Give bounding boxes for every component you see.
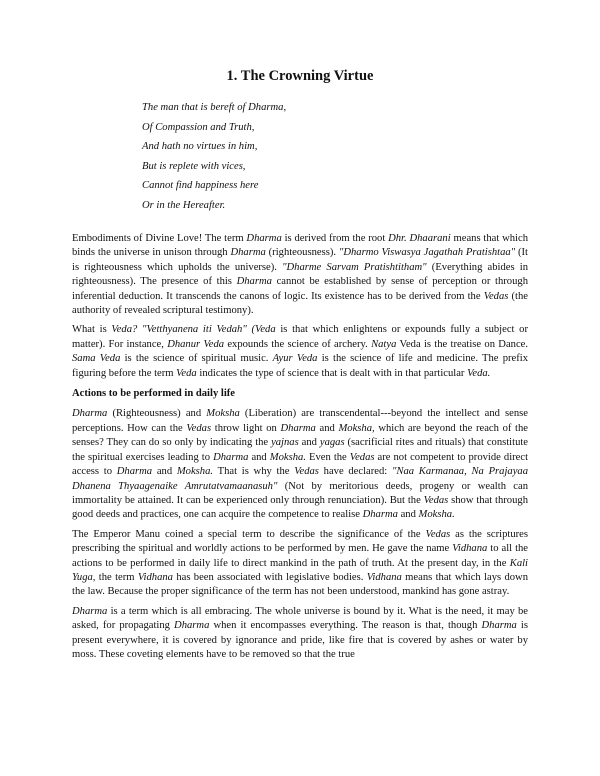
text-run: means that which lays down the law. Because the proper significance of the term has not been understood, mankind has gone astray. [72, 571, 528, 598]
text-run: have declared: [318, 466, 392, 478]
text-run: (righteousness). [265, 247, 339, 259]
text-run: (sacrificial rites and rituals) that constitute the spiritual exercises leading to [72, 437, 529, 463]
italic-term: Dharma [174, 620, 210, 632]
text-run: is the science of spiritual music. [120, 353, 273, 365]
paragraph-all-embracing [72, 605, 528, 663]
italic-term: Vedas [294, 466, 319, 478]
italic-term: Moksha. [269, 451, 306, 463]
italic-term: Veda [176, 367, 197, 379]
text-run: is derived from the root [281, 233, 389, 244]
verse-line: Of Compassion and Truth, [142, 121, 255, 133]
verse-line: But is replete with vices, [142, 160, 246, 172]
text-run: expounds the science of archery. [224, 338, 372, 350]
italic-term: Dharma [362, 509, 398, 521]
text-run: is that which enlightens or expounds fully a subject or matter). For instance, [72, 324, 528, 350]
italic-term: Vedas [186, 422, 212, 434]
body-text [72, 232, 528, 667]
text-run: as the scriptures prescribing the spiritual and worldly actions to be performed by men. He gave the name [72, 528, 528, 555]
italic-term: Moksha [206, 408, 240, 420]
text-run: are not competent to provide direct access to [72, 451, 529, 478]
text-run: and [397, 509, 419, 521]
text-run: to all the actions to be performed in daily life to direct mankind in the path of truth. At the present day, in the [72, 543, 529, 569]
italic-term: Dharma [481, 620, 517, 632]
italic-term: Vedas [349, 451, 375, 463]
text-run: (Righteousness) and [107, 408, 207, 420]
paragraph-dharma-moksha [72, 407, 528, 522]
text-run: The Emperor Manu coined a special term to describe the significance of the [72, 528, 426, 540]
italic-term: yagas [319, 437, 345, 449]
italic-term: "Dharme Sarvam Pratishtitham" [282, 261, 427, 273]
paragraph-what-is-veda [72, 323, 528, 381]
italic-term: Moksha. [418, 509, 455, 521]
text-run: the term [95, 571, 138, 583]
italic-term: "Naa Karmanaa, Na Prajayaa Dhanena Thyaagenaike Amrutatvamaanasuh" [72, 466, 529, 492]
text-run: (the authority of revealed scriptural testimony). [72, 290, 528, 317]
text-run: is a term which is all embracing. The whole universe is bound by it. What is the need, it may be asked, for propagating [72, 605, 528, 632]
italic-term: Veda? "Vetthyanena iti Vedah" (Veda [111, 324, 276, 336]
italic-term: Kali Yuga, [72, 557, 528, 583]
text-run: cannot be established by sense of perception or through inferential deduction. It transcends the canons of logic. Its existence has to be derived from the [72, 276, 528, 302]
text-run: (Everything abides in righteousness). The presence of this [72, 261, 528, 288]
italic-term: Natya [371, 338, 397, 350]
chapter-title: 1. The Crowning Virtue [226, 68, 374, 84]
text-run: throw light on [211, 422, 281, 434]
italic-term: Dhr. Dhaarani [388, 233, 451, 244]
italic-term: Dharma [116, 466, 153, 478]
text-run: which are beyond the reach of the senses? They can do so only by indicating the [72, 422, 529, 449]
italic-term: Dharma [236, 276, 272, 288]
text-run: Veda is the treatise on Dance. [396, 338, 529, 350]
text-run: Embodiments of Divine Love! The term [72, 233, 247, 244]
italic-term: Vedas [483, 290, 509, 302]
italic-term: Dharma [230, 247, 266, 259]
italic-term: Ayur Veda [272, 353, 318, 365]
text-run: show that through good deeds and practices, one can acquire the competence to realise [72, 494, 528, 521]
text-run: Even the [305, 451, 350, 463]
italic-term: Moksha. [176, 466, 214, 478]
text-run: (Liberation) are transcendental---beyond the intellect and sense perceptions. How can the [72, 408, 528, 434]
text-run: when it encompasses everything. The reason is that, though [209, 620, 482, 632]
text-run: (It is righteousness which upholds the universe). [72, 247, 528, 273]
italic-term: "Dharmo Viswasya Jagathah Pratishtaa" [338, 247, 516, 259]
italic-term: Vidhana [452, 543, 488, 555]
italic-term: Dharma [246, 233, 282, 244]
text-run: and [298, 437, 320, 449]
text-run: and [315, 422, 339, 434]
text-run: has been associated with legislative bodies. [172, 571, 367, 583]
italic-term: Sama Veda [72, 353, 121, 365]
text-run: indicates the type of science that is dealt with in that particular [196, 367, 468, 379]
italic-term: Vidhana [137, 571, 173, 583]
verse-line: Or in the Hereafter. [142, 199, 226, 211]
italic-term: Dharma [280, 422, 316, 434]
text-run: That is why the [213, 466, 295, 478]
italic-term: Vedas [423, 494, 449, 506]
text-run: means that which binds the universe in unison through [72, 233, 528, 259]
italic-term: yajnas [271, 437, 299, 449]
text-run: and [152, 466, 177, 478]
text-run: What is [72, 324, 112, 336]
text-run: and [248, 451, 270, 463]
opening-verse [142, 98, 286, 216]
verse-line: The man that is bereft of Dharma, [142, 102, 287, 113]
italic-term: Vedas [425, 528, 451, 540]
italic-term: Dharma [213, 451, 249, 463]
text-run: is the science of life and medicine. The prefix figuring before the term [72, 353, 528, 379]
verse-line: Cannot find happiness here [142, 180, 259, 192]
verse-line: And hath no virtues in him, [142, 141, 258, 153]
italic-term: Dharma [72, 408, 108, 420]
paragraph-emperor-manu [72, 528, 528, 600]
text-run: is present everywhere, it is covered by ignorance and pride, like fire that is covered by ashes or water by moss. These coveting elements have to be removed so that the true [72, 620, 529, 660]
italic-term: Vidhana [366, 571, 402, 583]
italic-term: Veda. [467, 367, 491, 379]
italic-term: Dhanur Veda [167, 338, 225, 350]
italic-term: Moksha, [338, 422, 375, 434]
section-heading: Actions to be performed in daily life [72, 388, 236, 400]
text-run: (Not by meritorious deeds, progeny or wealth can immortality be attained. It can be experienced only through renunciation). But the [72, 480, 528, 506]
italic-term: Dharma [72, 605, 108, 617]
paragraph-divine-love [72, 232, 528, 318]
